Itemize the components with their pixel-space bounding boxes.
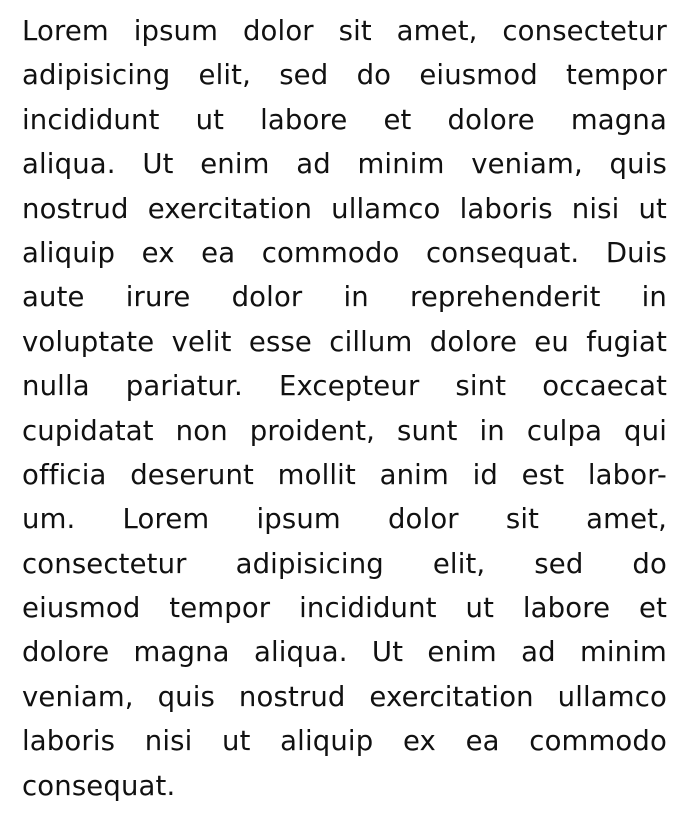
text-line: adipisicing elit, sed do eiusmod tempor bbox=[22, 59, 667, 92]
text-line: officia deserunt mollit anim id est labor- bbox=[22, 458, 667, 491]
text-line: aliqua. Ut enim ad minim veniam, quis bbox=[22, 148, 667, 181]
text-line: consequat. bbox=[22, 769, 176, 802]
text-line: veniam, quis nostrud exercitation ullamco bbox=[22, 680, 667, 713]
text-line: nulla pariatur. Excepteur sint occaecat bbox=[22, 370, 667, 403]
document-body bbox=[22, 9, 667, 808]
text-line: nostrud exercitation ullamco laboris nisi ut bbox=[22, 192, 667, 225]
text-line: incididunt ut labore et dolore magna bbox=[22, 103, 667, 136]
text-line: consectetur adipisicing elit, sed do bbox=[22, 547, 667, 580]
text-line: um. Lorem ipsum dolor sit amet, bbox=[22, 503, 667, 536]
text-line: laboris nisi ut aliquip ex ea commodo bbox=[22, 725, 667, 758]
text-line: aute irure dolor in reprehenderit in bbox=[22, 281, 667, 314]
text-line: aliquip ex ea commodo consequat. Duis bbox=[22, 236, 667, 269]
text-line: cupidatat non proident, sunt in culpa qui bbox=[22, 414, 667, 447]
text-line: dolore magna aliqua. Ut enim ad minim bbox=[22, 636, 667, 669]
text-line: eiusmod tempor incididunt ut labore et bbox=[22, 592, 667, 625]
text-line: voluptate velit esse cillum dolore eu fugiat bbox=[22, 325, 667, 358]
text-line: Lorem ipsum dolor sit amet, consectetur bbox=[22, 15, 667, 47]
